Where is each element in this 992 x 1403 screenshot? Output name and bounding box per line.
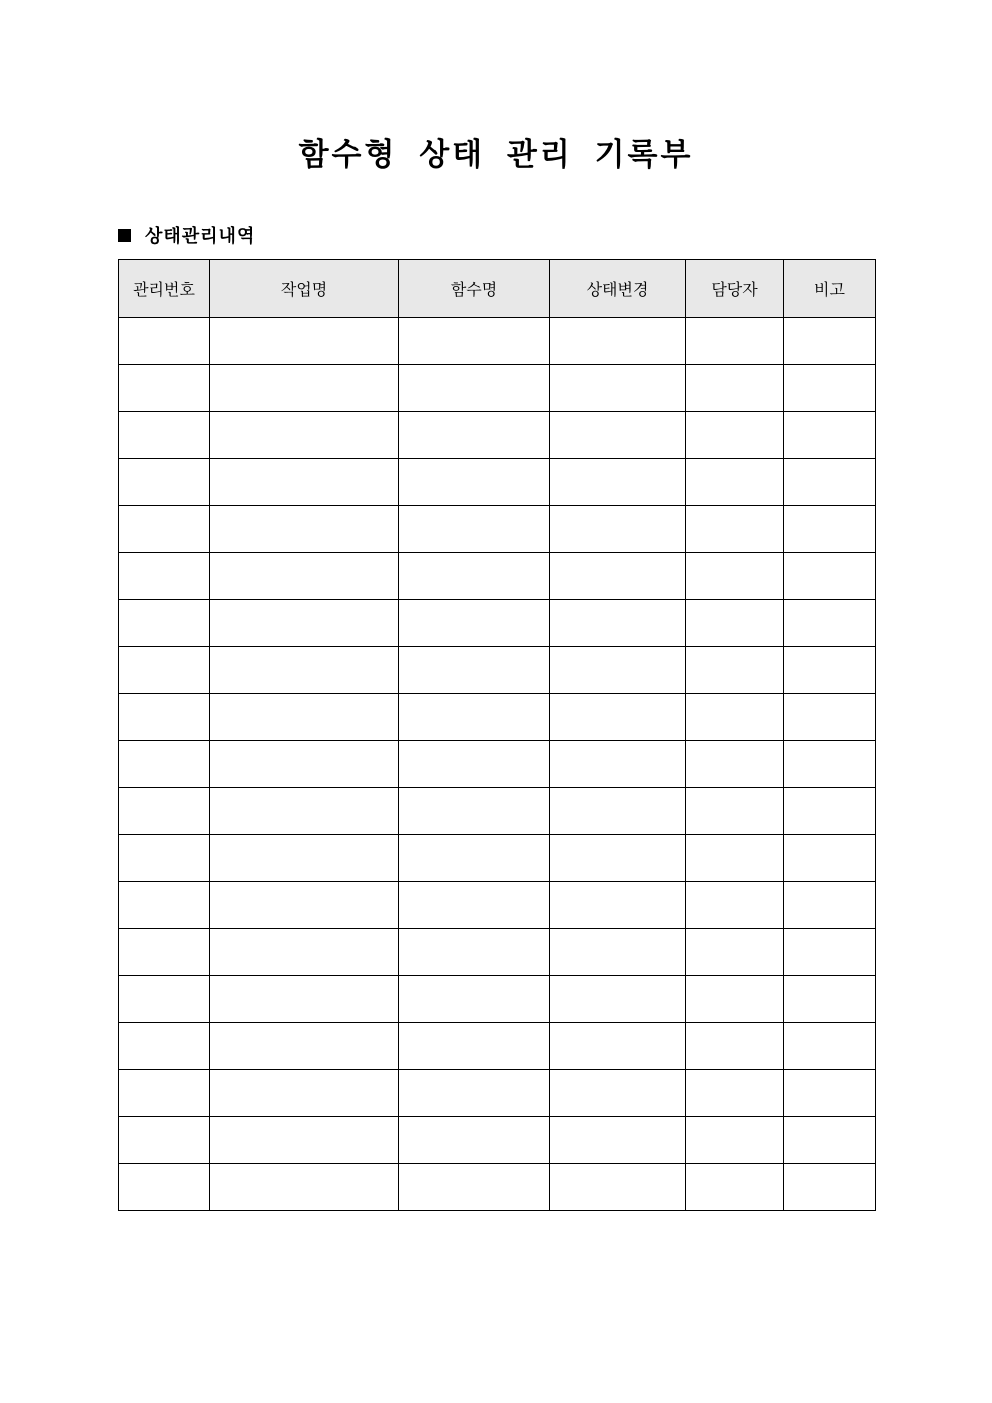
cell-state-change[interactable] [550, 318, 686, 365]
cell-management-number[interactable] [119, 929, 210, 976]
header-management-number: 관리번호 [119, 260, 210, 318]
cell-management-number[interactable] [119, 318, 210, 365]
cell-assignee[interactable] [686, 1164, 784, 1211]
cell-state-change[interactable] [550, 1117, 686, 1164]
cell-management-number[interactable] [119, 600, 210, 647]
cell-management-number[interactable] [119, 1070, 210, 1117]
cell-task-name[interactable] [210, 1164, 399, 1211]
cell-task-name[interactable] [210, 788, 399, 835]
section-heading [118, 220, 255, 250]
cell-function-name[interactable] [399, 1023, 550, 1070]
cell-remarks[interactable] [784, 1117, 876, 1164]
cell-state-change[interactable] [550, 600, 686, 647]
cell-assignee[interactable] [686, 694, 784, 741]
cell-remarks[interactable] [784, 788, 876, 835]
cell-remarks[interactable] [784, 1164, 876, 1211]
cell-state-change[interactable] [550, 741, 686, 788]
cell-task-name[interactable] [210, 976, 399, 1023]
table-row [119, 882, 876, 929]
cell-function-name[interactable] [399, 1117, 550, 1164]
cell-state-change[interactable] [550, 553, 686, 600]
cell-task-name[interactable] [210, 882, 399, 929]
cell-assignee[interactable] [686, 412, 784, 459]
header-assignee: 담당자 [686, 260, 784, 318]
cell-remarks[interactable] [784, 976, 876, 1023]
cell-management-number[interactable] [119, 459, 210, 506]
cell-remarks[interactable] [784, 506, 876, 553]
cell-assignee[interactable] [686, 600, 784, 647]
cell-remarks[interactable] [784, 835, 876, 882]
cell-management-number[interactable] [119, 412, 210, 459]
section-heading-label: 상태관리내역 [145, 226, 256, 247]
cell-state-change[interactable] [550, 459, 686, 506]
table-row [119, 835, 876, 882]
table-row [119, 412, 876, 459]
cell-task-name[interactable] [210, 929, 399, 976]
cell-remarks[interactable] [784, 459, 876, 506]
cell-function-name[interactable] [399, 976, 550, 1023]
square-bullet-icon [118, 229, 131, 242]
cell-remarks[interactable] [784, 365, 876, 412]
cell-state-change[interactable] [550, 412, 686, 459]
cell-management-number[interactable] [119, 835, 210, 882]
cell-task-name[interactable] [210, 694, 399, 741]
table-row [119, 741, 876, 788]
table-row [119, 976, 876, 1023]
cell-task-name[interactable] [210, 1070, 399, 1117]
table-header-row [119, 260, 876, 318]
cell-function-name[interactable] [399, 318, 550, 365]
cell-assignee[interactable] [686, 835, 784, 882]
cell-state-change[interactable] [550, 835, 686, 882]
cell-function-name[interactable] [399, 882, 550, 929]
cell-remarks[interactable] [784, 412, 876, 459]
cell-function-name[interactable] [399, 929, 550, 976]
header-function-name: 함수명 [399, 260, 550, 318]
cell-state-change[interactable] [550, 976, 686, 1023]
cell-assignee[interactable] [686, 929, 784, 976]
cell-function-name[interactable] [399, 835, 550, 882]
cell-remarks[interactable] [784, 929, 876, 976]
table-row [119, 1023, 876, 1070]
cell-state-change[interactable] [550, 365, 686, 412]
table-row [119, 929, 876, 976]
cell-function-name[interactable] [399, 553, 550, 600]
cell-task-name[interactable] [210, 1023, 399, 1070]
cell-management-number[interactable] [119, 976, 210, 1023]
cell-assignee[interactable] [686, 976, 784, 1023]
table-row [119, 1117, 876, 1164]
table-row [119, 459, 876, 506]
table-row [119, 600, 876, 647]
cell-state-change[interactable] [550, 647, 686, 694]
cell-state-change[interactable] [550, 788, 686, 835]
cell-function-name[interactable] [399, 600, 550, 647]
cell-function-name[interactable] [399, 459, 550, 506]
cell-state-change[interactable] [550, 882, 686, 929]
cell-management-number[interactable] [119, 647, 210, 694]
table-row [119, 788, 876, 835]
cell-management-number[interactable] [119, 365, 210, 412]
cell-management-number[interactable] [119, 1117, 210, 1164]
cell-function-name[interactable] [399, 788, 550, 835]
cell-function-name[interactable] [399, 694, 550, 741]
cell-function-name[interactable] [399, 365, 550, 412]
cell-remarks[interactable] [784, 694, 876, 741]
cell-remarks[interactable] [784, 647, 876, 694]
cell-state-change[interactable] [550, 1023, 686, 1070]
table-row [119, 365, 876, 412]
cell-task-name[interactable] [210, 318, 399, 365]
cell-remarks[interactable] [784, 1070, 876, 1117]
cell-assignee[interactable] [686, 1117, 784, 1164]
cell-remarks[interactable] [784, 553, 876, 600]
table-row [119, 506, 876, 553]
table-row [119, 318, 876, 365]
cell-management-number[interactable] [119, 553, 210, 600]
cell-management-number[interactable] [119, 788, 210, 835]
cell-function-name[interactable] [399, 506, 550, 553]
cell-assignee[interactable] [686, 553, 784, 600]
cell-state-change[interactable] [550, 506, 686, 553]
cell-management-number[interactable] [119, 1023, 210, 1070]
table-row [119, 553, 876, 600]
cell-remarks[interactable] [784, 318, 876, 365]
cell-assignee[interactable] [686, 647, 784, 694]
cell-task-name[interactable] [210, 459, 399, 506]
cell-assignee[interactable] [686, 1023, 784, 1070]
cell-state-change[interactable] [550, 1164, 686, 1211]
cell-assignee[interactable] [686, 741, 784, 788]
cell-assignee[interactable] [686, 1070, 784, 1117]
cell-management-number[interactable] [119, 694, 210, 741]
cell-state-change[interactable] [550, 929, 686, 976]
status-record-table [118, 259, 876, 1211]
cell-function-name[interactable] [399, 1070, 550, 1117]
cell-management-number[interactable] [119, 741, 210, 788]
table-row [119, 647, 876, 694]
cell-task-name[interactable] [210, 835, 399, 882]
cell-remarks[interactable] [784, 600, 876, 647]
cell-assignee[interactable] [686, 365, 784, 412]
cell-task-name[interactable] [210, 412, 399, 459]
cell-function-name[interactable] [399, 647, 550, 694]
cell-assignee[interactable] [686, 788, 784, 835]
table-body [119, 318, 876, 1211]
cell-function-name[interactable] [399, 412, 550, 459]
page-title: 함수형 상태 관리 기록부 [298, 137, 694, 173]
cell-state-change[interactable] [550, 694, 686, 741]
cell-task-name[interactable] [210, 741, 399, 788]
cell-management-number[interactable] [119, 506, 210, 553]
cell-assignee[interactable] [686, 506, 784, 553]
cell-management-number[interactable] [119, 882, 210, 929]
cell-function-name[interactable] [399, 741, 550, 788]
cell-assignee[interactable] [686, 318, 784, 365]
cell-remarks[interactable] [784, 1023, 876, 1070]
cell-task-name[interactable] [210, 553, 399, 600]
cell-function-name[interactable] [399, 1164, 550, 1211]
cell-task-name[interactable] [210, 600, 399, 647]
header-remarks: 비고 [784, 260, 876, 318]
header-task-name: 작업명 [210, 260, 399, 318]
cell-remarks[interactable] [784, 741, 876, 788]
cell-task-name[interactable] [210, 506, 399, 553]
cell-remarks[interactable] [784, 882, 876, 929]
cell-task-name[interactable] [210, 1117, 399, 1164]
table-row [119, 694, 876, 741]
table-row [119, 1070, 876, 1117]
cell-task-name[interactable] [210, 365, 399, 412]
cell-task-name[interactable] [210, 647, 399, 694]
table-row [119, 1164, 876, 1211]
cell-state-change[interactable] [550, 1070, 686, 1117]
header-state-change: 상태변경 [550, 260, 686, 318]
cell-assignee[interactable] [686, 459, 784, 506]
cell-management-number[interactable] [119, 1164, 210, 1211]
cell-assignee[interactable] [686, 882, 784, 929]
